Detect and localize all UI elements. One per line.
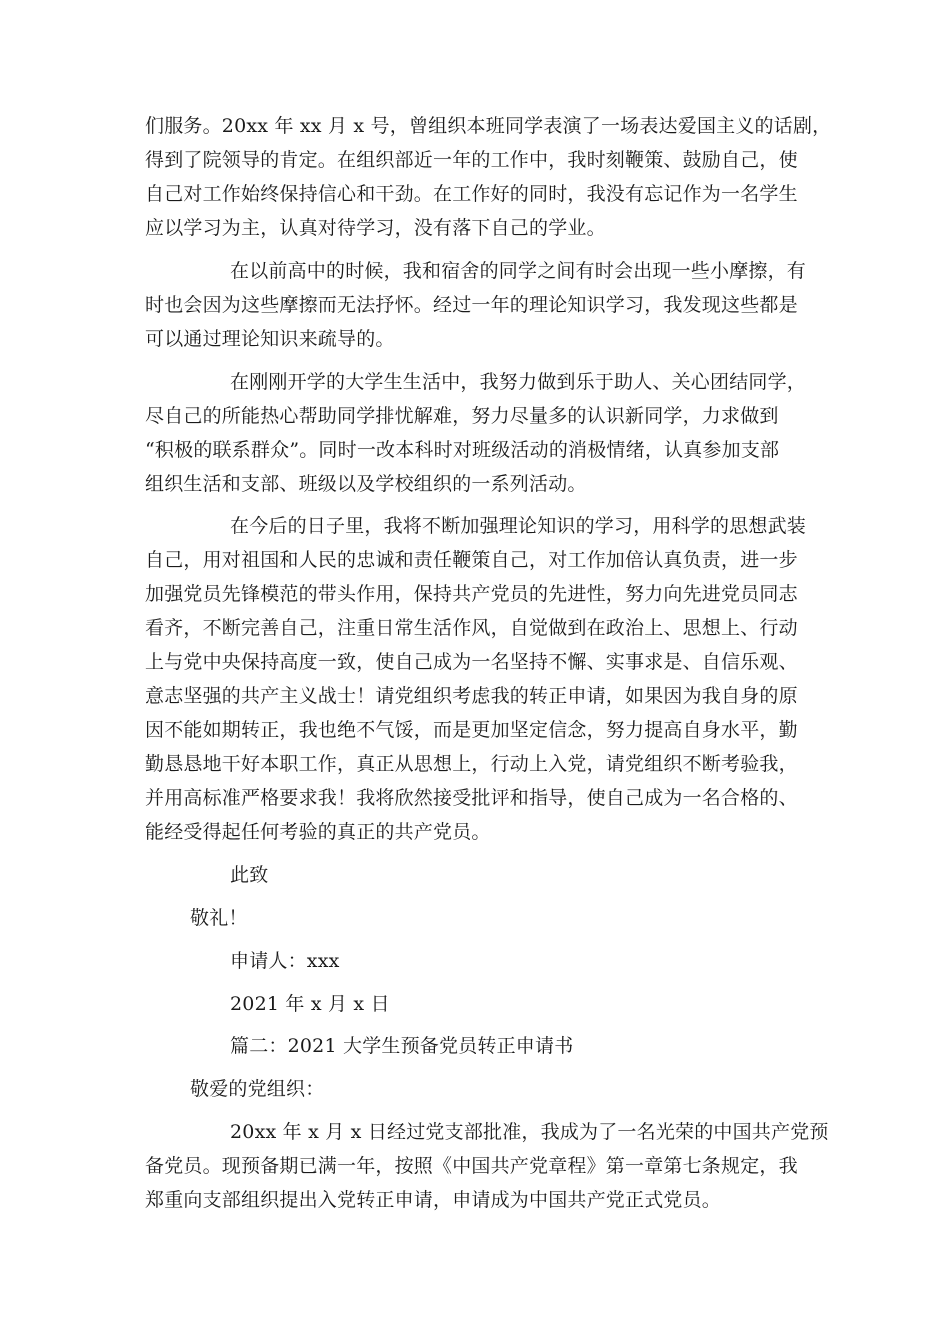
paragraph-4-line-4: 看齐，不断完善自己，注重日常生活作风，自觉做到在政治上、思想上、行动 bbox=[145, 617, 798, 639]
final-paragraph-line-2: 备党员。现预备期已满一年，按照《中国共产党章程》第一章第七条规定，我 bbox=[145, 1155, 798, 1177]
greeting-text: 敬爱的党组织： bbox=[190, 1078, 325, 1100]
paragraph-3-line-1: 在刚刚开学的大学生生活中，我努力做到乐于助人、关心团结同学， bbox=[230, 371, 807, 393]
paragraph-4-line-2: 自己，用对祖国和人民的忠诚和责任鞭策自己，对工作加倍认真负责，进一步 bbox=[145, 549, 798, 571]
final-paragraph-line-1: 20xx 年 x 月 x 日经过党支部批准，我成为了一名光荣的中国共产党预 bbox=[230, 1121, 829, 1143]
paragraph-1-line-4: 应以学习为主，认真对待学习，没有落下自己的学业。 bbox=[145, 217, 606, 239]
applicant-line: 申请人：xxx bbox=[230, 950, 340, 972]
closing-text: 此致 bbox=[230, 864, 269, 886]
date-line: 2021 年 x 月 x 日 bbox=[230, 993, 390, 1015]
paragraph-2-line-1: 在以前高中的时候，我和宿舍的同学之间有时会出现一些小摩擦，有 bbox=[230, 260, 807, 282]
paragraph-4-line-5: 上与党中央保持高度一致，使自己成为一名坚持不懈、实事求是、自信乐观、 bbox=[145, 651, 798, 673]
paragraph-4-line-8: 勤恳恳地干好本职工作，真正从思想上，行动上入党，请党组织不断考验我， bbox=[145, 753, 798, 775]
salute-text: 敬礼！ bbox=[190, 907, 248, 929]
paragraph-4-line-9: 并用高标准严格要求我！我将欣然接受批评和指导，使自己成为一名合格的、 bbox=[145, 787, 798, 809]
paragraph-4-line-3: 加强党员先锋模范的带头作用，保持共产党员的先进性，努力向先进党员同志 bbox=[145, 583, 798, 605]
final-paragraph-line-3: 郑重向支部组织提出入党转正申请，申请成为中国共产党正式党员。 bbox=[145, 1189, 722, 1211]
paragraph-4-line-10: 能经受得起任何考验的真正的共产党员。 bbox=[145, 821, 491, 843]
paragraph-4-line-1: 在今后的日子里，我将不断加强理论知识的学习，用科学的思想武装 bbox=[230, 515, 807, 537]
paragraph-3-line-4: 组织生活和支部、班级以及学校组织的一系列活动。 bbox=[145, 473, 587, 495]
paragraph-1-line-3: 自己对工作始终保持信心和干劲。在工作好的同时，我没有忘记作为一名学生 bbox=[145, 183, 798, 205]
paragraph-2-line-2: 时也会因为这些摩擦而无法抒怀。经过一年的理论知识学习，我发现这些都是 bbox=[145, 294, 798, 316]
paragraph-1-line-1: 们服务。20xx 年 xx 月 x 号，曾组织本班同学表演了一场表达爱国主义的话剧， bbox=[145, 115, 832, 137]
paragraph-2-line-3: 可以通过理论知识来疏导的。 bbox=[145, 328, 395, 350]
section-title: 篇二：2021 大学生预备党员转正申请书 bbox=[230, 1035, 574, 1057]
paragraph-3-line-2: 尽自己的所能热心帮助同学排忧解难，努力尽量多的认识新同学，力求做到 bbox=[145, 405, 779, 427]
paragraph-1-line-2: 得到了院领导的肯定。在组织部近一年的工作中，我时刻鞭策、鼓励自己，使 bbox=[145, 149, 798, 171]
paragraph-3-line-3: “积极的联系群众”。同时一改本科时对班级活动的消极情绪，认真参加支部 bbox=[145, 439, 780, 461]
paragraph-4-line-7: 因不能如期转正，我也绝不气馁，而是更加坚定信念，努力提高自身水平，勤 bbox=[145, 719, 798, 741]
paragraph-4-line-6: 意志坚强的共产主义战士！请党组织考虑我的转正申请，如果因为我自身的原 bbox=[145, 685, 798, 707]
